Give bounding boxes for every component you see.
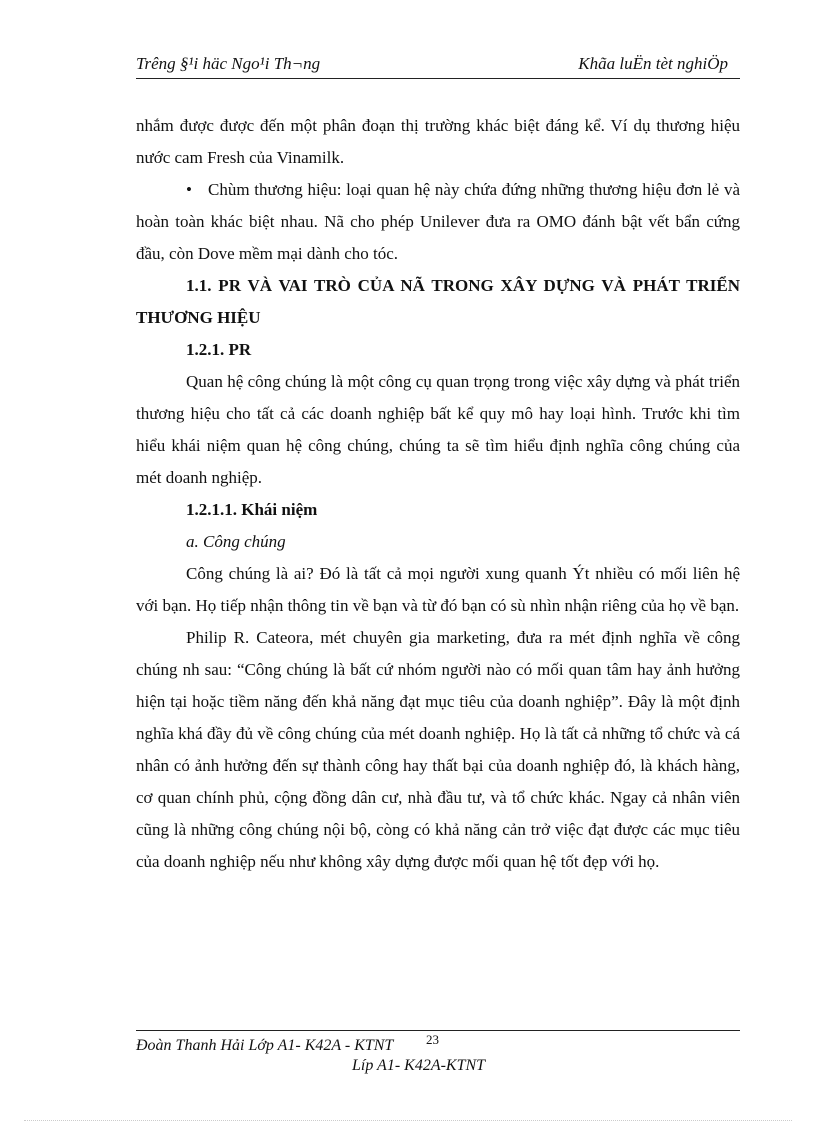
document-body: [136, 110, 740, 878]
page-bottom-border: [24, 1120, 792, 1121]
header-thesis-label: Khãa luËn tèt nghiÖp: [578, 54, 728, 73]
paragraph-1: nhắm được được đến một phân đoạn thị trường khác biệt đáng kể. Ví dụ thương hiệu nước cam Fresh của Vinamilk.: [136, 116, 740, 167]
paragraph-5: Philip R. Cateora, mét chuyên gia marketing, đưa ra mét định nghĩa về công chúng nh sau: “Công chúng là bất cứ nhóm người nào có mối quan tâm hay ảnh hưởng hiện tại hoặc tiềm năng đến khả năng đạt mục tiêu của doanh nghiệp”. Đây là một định nghĩa khá đầy đủ về công chúng của mét doanh nghiệp. Họ là tất cả những tổ chức và cá nhân có ảnh hưởng đến sự thành công hay thất bại của doanh nghiệp đó, là khách hàng, cơ quan chính phủ, cộng đồng dân cư, nhà đầu tư, và tổ chức khác. Ngay cả nhân viên cũng là những công chúng nội bộ, còng có khả năng cản trở việc đạt được các mục tiêu của doanh nghiệp nếu như không xây dựng được mối quan hệ tốt đẹp với họ.: [136, 628, 740, 871]
section-heading-1-2-1-1: 1.2.1.1. Khái niệm: [186, 500, 318, 519]
header-school-name: Trêng §¹i häc Ngo¹i Th¬ng: [136, 54, 321, 73]
section-heading-1-2-1: 1.2.1. PR: [186, 340, 252, 359]
page-number: 23: [426, 1032, 439, 1047]
paragraph-2-text: Chùm thương hiệu: loại quan hệ này chứa đứng những thương hiệu đơn lẻ và hoàn toàn khác biệt nhau. Nã cho phép Unilever đưa ra OMO đánh bật vết bẩn cứng đầu, còn Dove mềm mại dành cho tóc.: [136, 180, 740, 263]
section-heading-1-1: 1.1. PR VÀ VAI TRÒ CỦA NÃ TRONG XÂY DỰNG VÀ PHÁT TRIỂN THƯƠNG HIỆU: [136, 276, 740, 327]
paragraph-4: Công chúng là ai? Đó là tất cả mọi người xung quanh Ýt nhiều có mối liên hệ với bạn. Họ tiếp nhận thông tin về bạn và từ đó bạn có sù nhìn nhận riêng của họ về bạn.: [136, 564, 740, 615]
subsection-heading-a: a. Công chúng: [186, 532, 286, 551]
page-header: [136, 52, 740, 79]
footer-class: Líp A1- K42A-KTNT: [352, 1057, 486, 1074]
bullet-icon: •: [186, 180, 192, 199]
paragraph-3: Quan hệ công chúng là một công cụ quan trọng trong việc xây dựng và phát triển thương hiệu cho tất cả các doanh nghiệp bất kể quy mô hay loại hình. Trước khi tìm hiểu khái niệm quan hệ công chúng, chúng ta sẽ tìm hiểu định nghĩa công chúng của mét doanh nghiệp.: [136, 372, 740, 487]
footer-author: Đoàn Thanh Hải Lớp A1- K42A - KTNT: [136, 1037, 394, 1054]
paragraph-2: [136, 174, 740, 270]
